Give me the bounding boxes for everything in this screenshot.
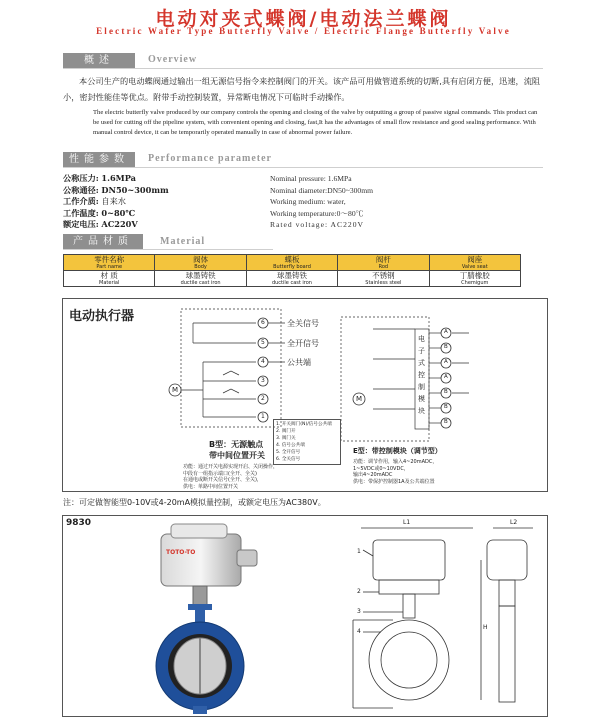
spec-row-en: Nominal pressure: 1.6MPa — [270, 174, 352, 183]
b-terminal-3: 3 — [261, 377, 265, 384]
b-terminal-1: 1 — [261, 413, 265, 420]
e-terminal: B — [444, 419, 448, 425]
b-type-label: B型：无源触点 带中间位置开关 — [209, 440, 265, 460]
overview-text-en: The electric butterfly valve produced by our company controls the opening and closing of the valve by outputting a group of passive signal commands. This product can be used for cutting off the pipeline system, with convenient opening and closing, fast,It has the advantages of small flow resistance and good sealing performance. With manual control device, it can be temporarily operated manually in case of abnormal power failure. — [93, 109, 538, 136]
table-cell: 不锈钢 Stainless steel — [338, 271, 429, 287]
spec-row: 工作介质: 自来水 — [63, 196, 126, 206]
b-motor-label: M — [172, 386, 179, 394]
b-signal-lines — [268, 323, 285, 362]
table-cell: 丁腈橡胶 Chemigum — [429, 271, 520, 287]
dimension-drawing — [333, 520, 543, 714]
e-terminal: A — [444, 374, 448, 380]
table-cell: 球墨铸铁 ductile cast iron — [155, 271, 246, 287]
spec-row: 公称压力: 1.6MPa — [63, 173, 136, 183]
performance-label-en: Performance parameter — [148, 153, 272, 164]
product-box — [62, 515, 548, 717]
dim-l1: L1 — [403, 519, 411, 526]
legend-item: 2. 阀门开 — [276, 429, 296, 434]
e-module-text: 电子式控制模块 — [418, 335, 425, 415]
b-terminal-6: 6 — [261, 319, 265, 326]
e-terminal: B — [444, 389, 448, 395]
e-function-text: 功能：调节作用，输入4~20mADC， 1~5VDC或0~10VDC， 输出4~20mADC 供电：带保护控制器1A及公共端位置 — [353, 459, 438, 485]
b-function-text: 功能：通过开关电源实现开启、关闭操作， 中段有一组指示端口(全开、全关) 在通电或断开关信号(全开、全关)， 供电：单路中间位置开关 — [183, 464, 279, 490]
overview-divider — [63, 68, 543, 69]
b-signal-full-open: 全开信号 — [287, 339, 319, 348]
part-label-2: 2 — [357, 588, 361, 595]
material-table — [63, 254, 521, 287]
overview-label-en: Overview — [148, 54, 198, 65]
dim-h: H — [483, 624, 488, 631]
model-number: 9830 — [66, 518, 92, 528]
part-label-4: 4 — [357, 628, 361, 635]
dim-l2: L2 — [510, 519, 518, 526]
actuator-title: 电动执行器 — [69, 309, 135, 324]
legend-item: 6. 全关信号 — [276, 457, 301, 462]
table-header-row — [64, 255, 521, 271]
spec-row-en: Working medium: water, — [270, 197, 346, 206]
table-header-cell: 蝶板 Butterfly board — [246, 255, 337, 271]
table-header-cell: 阀杆 Rod — [338, 255, 429, 271]
b-terminal-5: 5 — [261, 339, 265, 346]
performance-en-list — [270, 173, 510, 231]
legend-item: 3. 阀门关 — [276, 436, 296, 441]
spec-row: 公称通径: DN50~300mm — [63, 184, 169, 195]
e-terminal: B — [444, 404, 448, 410]
b-signal-common: 公共端 — [287, 358, 311, 367]
table-cell: 球墨铸铁 ductile cast iron — [246, 271, 337, 287]
page-title-cn: 电动对夹式蝶阀/电动法兰蝶阀 — [155, 8, 452, 30]
b-terminal-2: 2 — [261, 395, 265, 402]
overview-tab: 概述 — [63, 53, 135, 68]
spec-row: 工作温度: 0~80℃ — [63, 207, 136, 218]
legend-item: 4. 信号公共端 — [276, 443, 305, 448]
e-terminal: A — [444, 359, 448, 365]
actuator-diagram-box — [62, 298, 548, 492]
overview-text-cn: 本公司生产的电动蝶阀通过输出一组无源信号指令来控制阀门的开关。该产品可用做管道系统的切断,具有启闭方便，迅速，流阻小，密封性能佳等优点。附带手动控制装置，异常断电情况下可临时手动操作。 — [63, 76, 541, 102]
table-header-cell: 阀体 Body — [155, 255, 246, 271]
table-header-cell: 零件名称 Part name — [64, 255, 155, 271]
material-divider — [63, 249, 273, 250]
performance-tab: 性能参数 — [63, 152, 135, 167]
legend-item: 1. 开关阀门(N)/信号公共端 — [276, 422, 332, 427]
table-cell: 材 质 Material — [64, 271, 155, 287]
valve-photo — [133, 520, 283, 714]
customization-note: 注：可定做智能型0-10V或4-20mA模拟量控制，或额定电压为AC380V。 — [63, 498, 326, 507]
part-label-3: 3 — [357, 608, 361, 615]
spec-row-en: Nominal diameter:DN50~300mm — [270, 185, 374, 195]
spec-row: 额定电压: AC220V — [63, 219, 138, 229]
b-terminal-4: 4 — [261, 358, 265, 365]
material-tab: 产品材质 — [63, 234, 143, 249]
performance-divider — [63, 167, 543, 168]
e-terminal: B — [444, 344, 448, 350]
table-row — [64, 271, 521, 287]
e-type-label: E型：带控制模块（调节型） — [353, 447, 442, 455]
performance-cn-list — [63, 173, 263, 231]
material-label-en: Material — [160, 236, 206, 247]
b-terminal-circles — [258, 318, 268, 422]
b-legend — [273, 419, 341, 465]
spec-row-en: Rated voltage: AC220V — [270, 220, 364, 229]
e-motor-label: M — [356, 395, 363, 403]
spec-row-en: Working temperature:0～80℃ — [270, 208, 364, 218]
part-label-1: 1 — [357, 548, 361, 555]
brand-label: TOTO-TO — [166, 549, 196, 556]
page-title-en: Electric Wafer Type Butterfly Valve / Electric Flange Butterfly Valve — [96, 26, 511, 36]
b-signal-full-close: 全关信号 — [287, 319, 319, 328]
legend-item: 5. 全开信号 — [276, 450, 301, 455]
e-terminal: A — [444, 329, 448, 335]
table-header-cell: 阀座 Valve seat — [429, 255, 520, 271]
